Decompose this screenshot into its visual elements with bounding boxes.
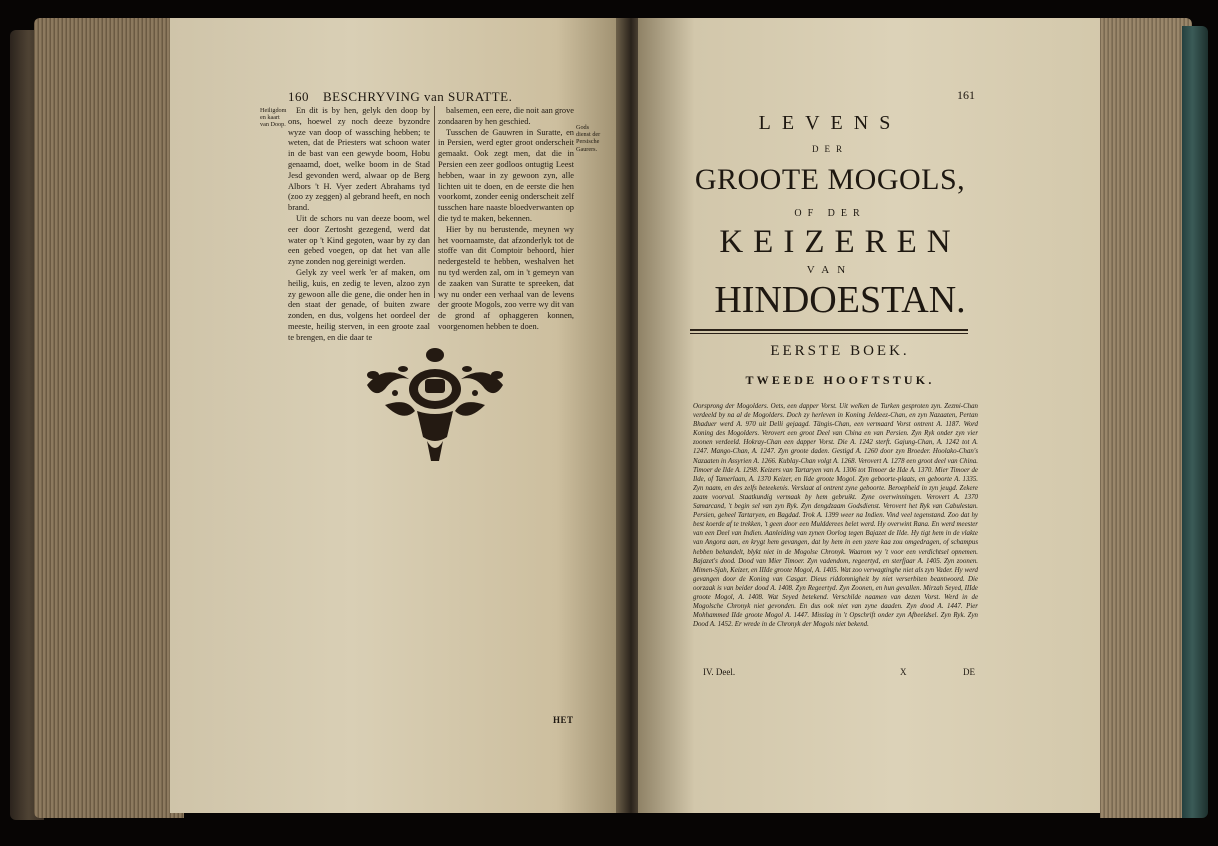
book-heading: EERSTE BOEK.: [770, 343, 910, 359]
column-divider: [434, 106, 435, 298]
title-levens: LEVENS: [758, 112, 902, 134]
title-groote-mogols: GROOTE MOGOLS,: [694, 163, 966, 196]
title-keizeren: KEIZEREN: [719, 224, 961, 260]
left-catchword: HET: [553, 715, 574, 725]
running-head-title: BESCHRYVING van SURATTE.: [323, 89, 513, 104]
signature-mark: X: [900, 667, 907, 677]
paragraph: Uit de schors nu van deeze boom, wel eer door Zertosht gezegend, werd dat water op 't Kind gegoten, waar by zy dan een gebed voegen, op dat het van alle zyne zonden nog gereinigt werden.: [288, 213, 430, 267]
right-page-edges: [1100, 18, 1192, 818]
volume-signature: IV. Deel.: [703, 667, 736, 677]
title-van: VAN: [806, 264, 854, 276]
paragraph: Tusschen de Gauwren in Suratte, en in Persien, werd egter groot onderscheit gemaakt. Ook zegt men, dat die in Persien een zeer godloos ontugtig Leest hebben, waar in zy gewoon zyn, alle lichten uit te doen, en de eerste die hen voorkomt, zonder eenig onderscheit zelf tusschen hare naaste bloedverwanten op die tyd te maken, bekennen.: [438, 127, 574, 223]
paragraph: balsemen, een eere, die noit aan grove zondaaren by hen geschied.: [438, 106, 574, 126]
right-catchword: DE: [963, 667, 975, 677]
title-rule: [690, 329, 968, 334]
chapter-heading: TWEEDE HOOFTSTUK.: [745, 373, 935, 387]
text-column-a: [288, 106, 430, 344]
paragraph: Hier by nu berustende, meynen wy het voornaamste, dat afzonderlyk tot de stoffe van dit Comptoir behoord, hier nedergesteld te hebben, weshalven het nu tyd werden zal, om in 't gemeyn van de zaaken van Suratte te spreeken, dat wy nu onder een verhaal van de levens der groote Mogols, zoo verre wy dit van de grond af ophaggeren konnen, voorgenomen hebben te doen.: [438, 224, 574, 331]
paragraph: En dit is by hen, gelyk den doop by ons, hoewel zy noch deeze byzondre wyze van doop of wassching hebben; te weten, dat de Priesters wat schoon water in de bast van een gewyde boom, Hobu genaamd, doet, welke boom in de Stad Jesd gevonden werd, alwaar op de Berg Albors 't H. Vyer zedert Abrahams tyd (zoo zy zeggen) al gebrand heeft, en noch brand.: [288, 106, 430, 213]
left-page-number: 160: [288, 89, 309, 104]
right-cover: [1182, 26, 1208, 818]
title-hindoestan: HINDOESTAN.: [714, 279, 966, 321]
margin-note-left: Heiligdom en kaart van Doop.: [260, 107, 287, 129]
tailpiece-ornament: [355, 345, 515, 463]
paragraph: Gelyk zy veel werk 'er af maken, om heilig, kuis, en zedig te leven, alzoo zyn zy gewoon alle die gene, die onder hen in den staat der genade, of buiten zware zonden, en dus, volgens het oordeel der meeste, heilig sterven, in een groote zaal te brengen, en die daar te: [288, 267, 430, 342]
margin-note-right: Gods dienst der Persische Gaurers.: [576, 124, 601, 153]
left-running-head: [288, 89, 533, 105]
text-column-b: [438, 106, 574, 333]
title-of-der: OF DER: [794, 208, 866, 219]
right-page-number: 161: [957, 88, 975, 102]
title-der: DER: [812, 144, 848, 154]
chapter-summary: Oorsprong der Mogolders. Oets, een dapper Vorst. Uit welken de Turken gesproten zyn. Zezmi-Chan verdeeld by na al de Mogolders. Doch zy herleven in Koning Jeldeez-Chan, en zyn Nazaaten, Pertan Bhaduer werd A. 970 uit Delli gejaagd. Tängis-Chan, een vermaard Vorst ontrent A. 1187. Word Koning des Mogolders. Verovert een groot Deel van China en van Persien. Zyn Ryk onder zyn vier zoonen verdeeld. Hokray-Chan een dapper Vorst. Die A. 1242 sterft. Gajung-Chan, A. 1242 tot A. 1247. Mango-Chan, A. 1247. Zyn groote daden. Gestigd A. 1260 door zyn Broeder. Hoolako-Chan's Nazaaten in Assyrien A. 1266. Kublay-Chan volgt A. 1268. Verovert A. 1278 een groot deel van China. Timoer de Ilde A. 1298. Keizers van Tartaryen van A. 1306 tot Timoer de IIde A. 1370. Mier Timoer de Ilde, of Tamerlaan, A. 1370 Keizer, en Ilde groote Mogol. Zyn geboorte-plaats, en geboorte A. 1335. Zyn naam, en des zelfs beteekenis. Verslaat al ontrent zyne geboorte. Beroepheid in zyn jeugd. Zekere zaam voorval. Staatkundig vermaak by hem gebruikt. Zyne overwinningen. Verovert A. 1370 Samarcand, 't begin sel van zyn Ryk. Zyn dengdzaam Godsdienst. Verovert het Ryk van Cabulestan. Persien, geheel Tartaryen, en Bagdad. Trok A. 1399 weer na Indien. Vind veel tegenstand. Zoo dat hy best koerde af te trekken, 't geen door een Muldderees belet werd. Hy overwint Rana. En werd meester van een Deel van Indien. Aanleiding van zynen Oorlog tegen Bajazet de Ilde. Hy tigt hem in de vlakte van Angora aan, en krygt hem gevangen, dat hy hem in een yzere kaa zou omgedragen, of schampus hebben behandelt, blykt niet in de Mogolse Chronyk. Waarom wy 't voor een verdichtsel opnemen. Bajazet's dood. Dood van Mier Timoer. Zyn vadendom, regeertyd, en sterfjaar A. 1405. Zyn zoonen. Mimen-Sjah, Keizer, en IIIde groote Mogol, A. 1405. Wat zoo verwagtinghe niet als zyn Vader. Hy werd gevangen door de Koning van Casgar. Dieus riddomnigheit by niet verserbiten beantwoord. Die oorzaak is van beider dood A. 1408. Zyn Regeertyd. Zyn Zoonen, en hun gevallen. Mirzah Seyed, IIIde groote Mogol, A. 1408. Wat Seyed betekend. Verschilde naamen van dezen Vorst. Werd in de Mogolsche Chronyk niet gevonden. En dus ook niet van zyne daaden. Zyn dood A. 1447. Pier Mohhammed IIde groote Mogol A. 1447. Misslag in 't Opschrift onder zyn Afbeeldsel. Zyn Ryk. Zyn Dood A. 1452. Er wrede in de Chronyk der Mogols niet bekend.: [693, 403, 978, 629]
left-page-edges: [34, 18, 184, 818]
book-spread: [10, 12, 1208, 834]
